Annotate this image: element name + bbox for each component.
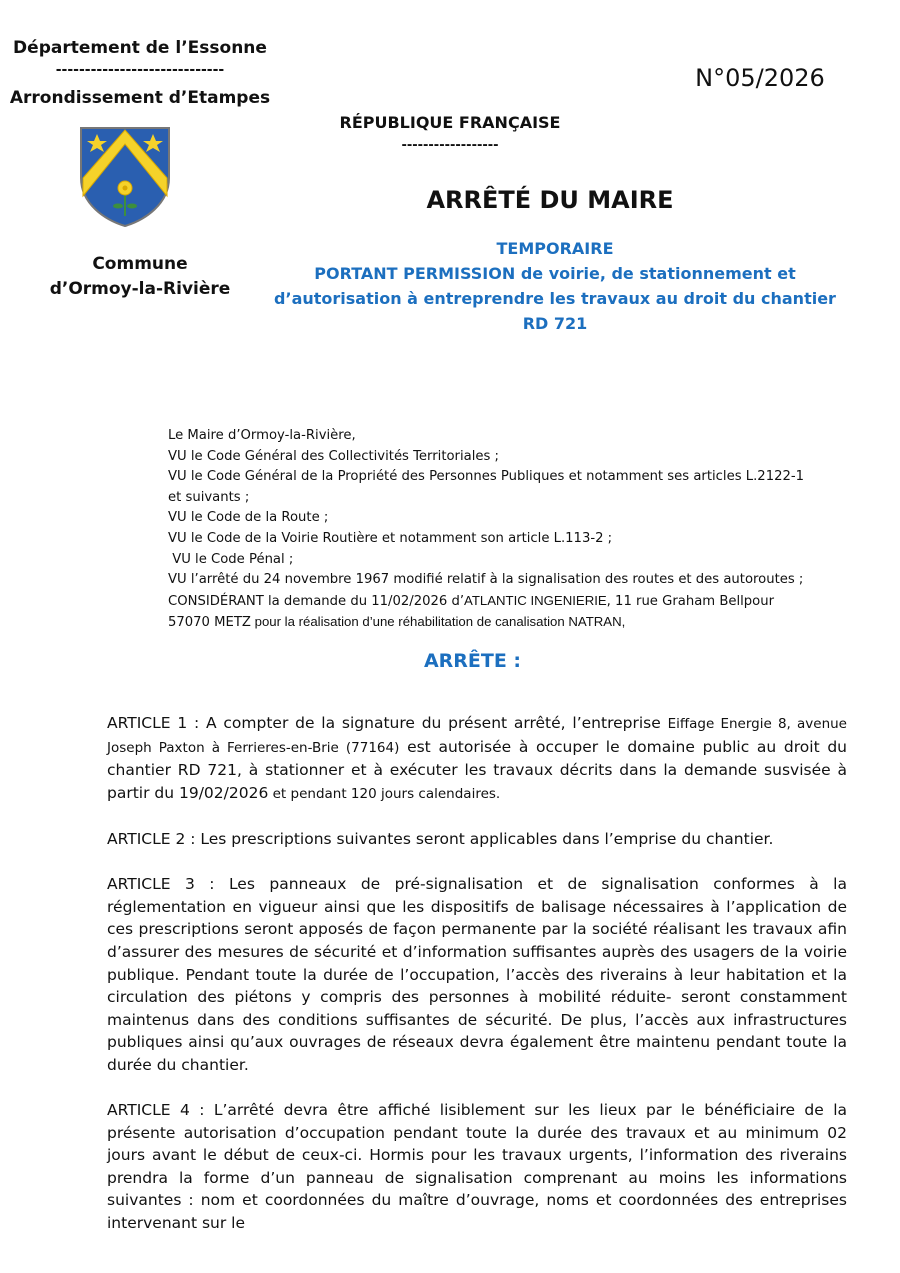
arrondissement-name: Arrondissement d’Etampes <box>9 88 271 108</box>
visa-line: VU le Code Pénal ; <box>168 551 294 567</box>
article-4: ARTICLE 4 : L’arrêté devra être affiché lisiblement sur les lieux par le bénéficiaire de la présente autorisation d’occupation pendant toute la durée des travaux et au minimum 02 jours avant le début de ceux-ci. Hormis pour les travaux urgents, l’information des riverains prendra la forme d’un panneau de signalisation comprenant au moins les informations suivantes : nom et coordonnées du maître d’ouvrage, noms et coordonnées des entreprises intervenant sur le <box>107 1101 847 1233</box>
considerant-city: 57070 METZ <box>168 615 251 631</box>
department-separator: ----------------------------- <box>55 62 225 78</box>
visa-line: Le Maire d’Ormoy-la-Rivière, <box>168 428 356 443</box>
article-1-duration: et pendant 120 jours calendaires. <box>268 785 501 802</box>
considerant-line <box>168 591 868 613</box>
subtitle-line: PORTANT PERMISSION de voirie, de stationnement et <box>314 264 796 283</box>
commune-line: Commune <box>92 254 188 274</box>
republic-heading: RÉPUBLIQUE FRANÇAISE <box>339 113 561 132</box>
visa-line: VU l’arrêté du 24 novembre 1967 modifié relatif à la signalisation des routes et des autoroutes ; <box>168 572 804 588</box>
article-1 <box>107 712 847 805</box>
republic-separator: ------------------ <box>401 138 499 153</box>
considerant-company: ATLANTIC INGENIERIE <box>464 592 607 608</box>
page-title: ARRÊTÉ DU MAIRE <box>426 186 674 214</box>
decree-number: N°05/2026 <box>695 64 825 92</box>
articles-block <box>107 712 847 1257</box>
article-1-body: est autorisée à occuper le domaine public au droit du chantier RD 721, à stationner et à exécuter les travaux décrits dans la demande susvisée à partir du 19/02/2026 <box>107 737 847 802</box>
visa-line: et suivants ; <box>168 489 250 505</box>
article-1-company: Eiffage Energie 8, avenue Joseph Paxton à Ferrieres-en-Brie (77164) <box>107 716 847 756</box>
subtitle-line: TEMPORAIRE <box>496 239 614 258</box>
visas-block <box>168 426 868 634</box>
arrete-heading: ARRÊTE : <box>423 650 522 672</box>
considerant-object: pour la réalisation d’une réhabilitation de canalisation NATRAN, <box>250 614 626 630</box>
decree-subtitle <box>250 236 860 336</box>
considerant-line <box>168 612 868 634</box>
considerant-address: , 11 rue Graham Bellpour <box>606 593 775 609</box>
subtitle-line: RD 721 <box>522 314 588 333</box>
visa-line: VU le Code Général de la Propriété des Personnes Publiques et notamment ses articles L.2122-1 <box>168 469 805 485</box>
visa-line: VU le Code de la Route ; <box>168 510 329 526</box>
commune-line: d’Ormoy-la-Rivière <box>49 279 231 299</box>
commune-name <box>0 252 280 302</box>
visa-line: VU le Code Général des Collectivités Territoriales ; <box>168 448 500 464</box>
visa-line: VU le Code de la Voirie Routière et notamment son article L.113-2 ; <box>168 530 613 546</box>
article-2: ARTICLE 2 : Les prescriptions suivantes seront applicables dans l’emprise du chantier. <box>107 829 774 848</box>
subtitle-line: d’autorisation à entreprendre les travaux au droit du chantier <box>274 289 836 308</box>
article-3: ARTICLE 3 : Les panneaux de pré-signalisation et de signalisation conformes à la réglementation en vigueur ainsi que les dispositifs de balisage nécessaires à l’application de ces prescriptions seront apposés de façon permanente par la société réalisant les travaux afin d’assurer des mesures de sécurité et d’information suffisantes auprès des usagers de la voirie publique. Pendant toute la durée de l’occupation, l’accès des riverains à leur habitation et la circulation des piétons y compris des personnes à mobilité réduite- seront constamment maintenus dans des conditions suffisantes de sécurité. De plus, l’accès aux infrastructures publiques ainsi qu’aux ouvrages de réseaux devra également être maintenu pendant toute la durée du chantier. <box>107 875 847 1074</box>
considerant-prefix: CONSIDÉRANT la demande du 11/02/2026 d’ <box>168 593 465 609</box>
commune-coat-of-arms <box>79 126 171 228</box>
department-name: Département de l’Essonne <box>13 38 267 58</box>
article-1-prefix: ARTICLE 1 : A compter de la signature du présent arrêté, l’entreprise <box>107 714 668 732</box>
